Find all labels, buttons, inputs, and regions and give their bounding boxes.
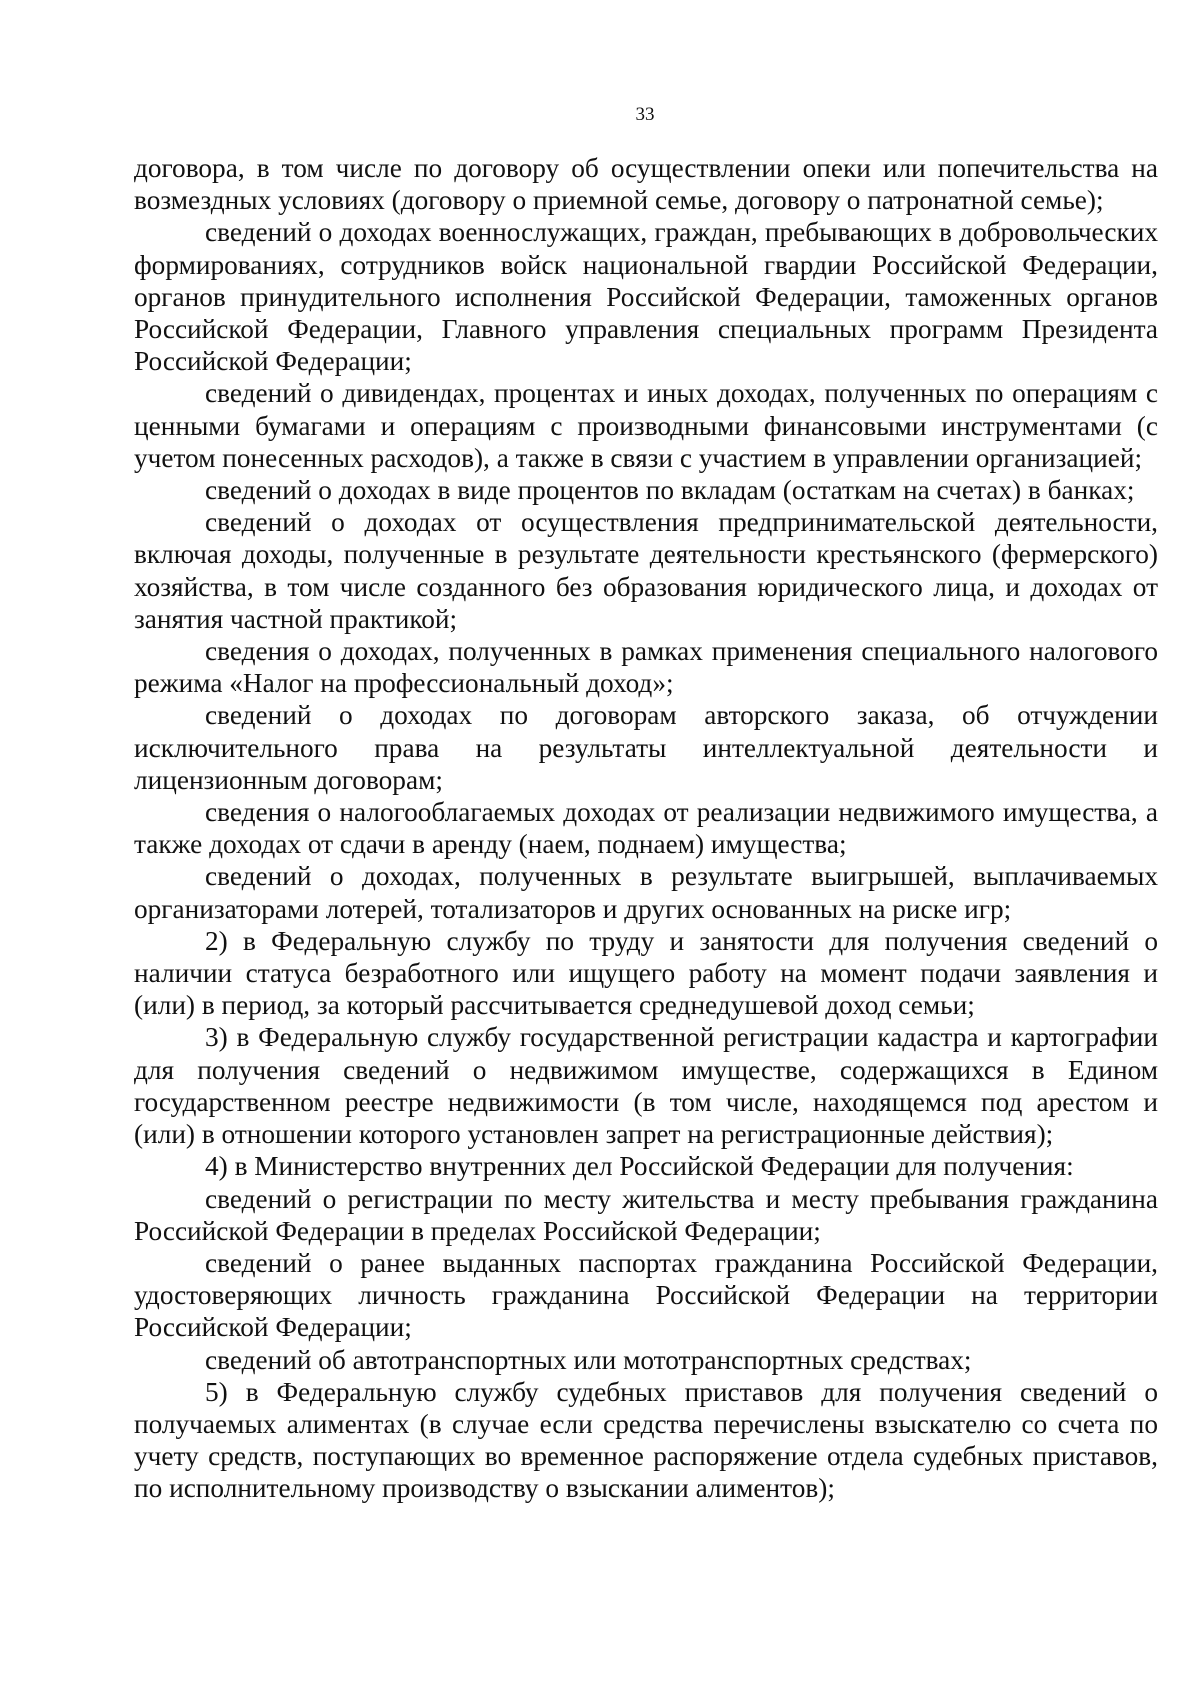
document-body <box>134 152 1158 1505</box>
paragraph: сведений о дивидендах, процентах и иных доходах, полученных по операциям с ценными бумагами и операциям с производными финансовыми инструментами (с учетом понесенных расходов), а также в связи с участием в управлении организацией; <box>134 378 1158 473</box>
paragraph: сведений о доходах в виде процентов по вкладам (остаткам на счетах) в банках; <box>205 475 1135 506</box>
paragraph: сведения о доходах, полученных в рамках применения специального налогового режима «Налог на профессиональный доход»; <box>134 636 1158 699</box>
paragraph: сведений о доходах по договорам авторского заказа, об отчуждении исключительного права на результаты интеллектуальной деятельности и лицензионным договорам; <box>134 700 1158 795</box>
page-number: 33 <box>635 104 655 125</box>
paragraph: сведений о ранее выданных паспортах гражданина Российской Федерации, удостоверяющих личность гражданина Российской Федерации на территории Российской Федерации; <box>134 1247 1158 1343</box>
paragraph: сведений об автотранспортных или мототранспортных средствах; <box>205 1344 972 1375</box>
paragraph: 3) в Федеральную службу государственной регистрации кадастра и картографии для получения сведений о недвижимом имуществе, содержащихся в Едином государственном реестре недвижимости (в том числе, находящемся под арестом и (или) в отношении которого установлен запрет на регистрационные действия); <box>134 1022 1158 1150</box>
paragraph: сведений о доходах, полученных в результате выигрышей, выплачиваемых организаторами лотерей, тотализаторов и других основанных на риске игр; <box>134 861 1158 924</box>
paragraph: 2) в Федеральную службу по труду и занятости для получения сведений о наличии статуса безработного или ищущего работу на момент подачи заявления и (или) в период, за который рассчитывается среднедушевой доход семьи; <box>134 925 1158 1021</box>
paragraph: сведений о доходах от осуществления предпринимательской деятельности, включая доходы, полученные в результате деятельности крестьянского (фермерского) хозяйства, в том числе созданного без образования юридического лица, и доходах от занятия частной практикой; <box>134 507 1158 634</box>
paragraph: 4) в Министерство внутренних дел Российской Федерации для получения: <box>205 1151 1074 1182</box>
paragraph: сведения о налогооблагаемых доходах от реализации недвижимого имущества, а также доходах от сдачи в аренду (наем, поднаем) имущества; <box>134 797 1158 860</box>
paragraph: сведений о доходах военнослужащих, граждан, пребывающих в добровольческих формированиях, сотрудников войск национальной гвардии Российской Федерации, органов принудительного исполнения Российской Федерации, таможенных органов Российской Федерации, Главного управления специальных программ Президента Российской Федерации; <box>134 217 1158 377</box>
paragraph: 5) в Федеральную службу судебных приставов для получения сведений о получаемых алиментах (в случае если средства перечислены взыскателю со счета по учету средств, поступающих во временное распоряжение отдела судебных приставов, по исполнительному производству о взыскании алиментов); <box>134 1376 1158 1504</box>
paragraph: договора, в том числе по договору об осуществлении опеки или попечительства на возмездных условиях (договору о приемной семье, договору о патронатной семье); <box>134 153 1158 216</box>
paragraph: сведений о регистрации по месту жительства и месту пребывания гражданина Российской Федерации в пределах Российской Федерации; <box>134 1183 1158 1246</box>
